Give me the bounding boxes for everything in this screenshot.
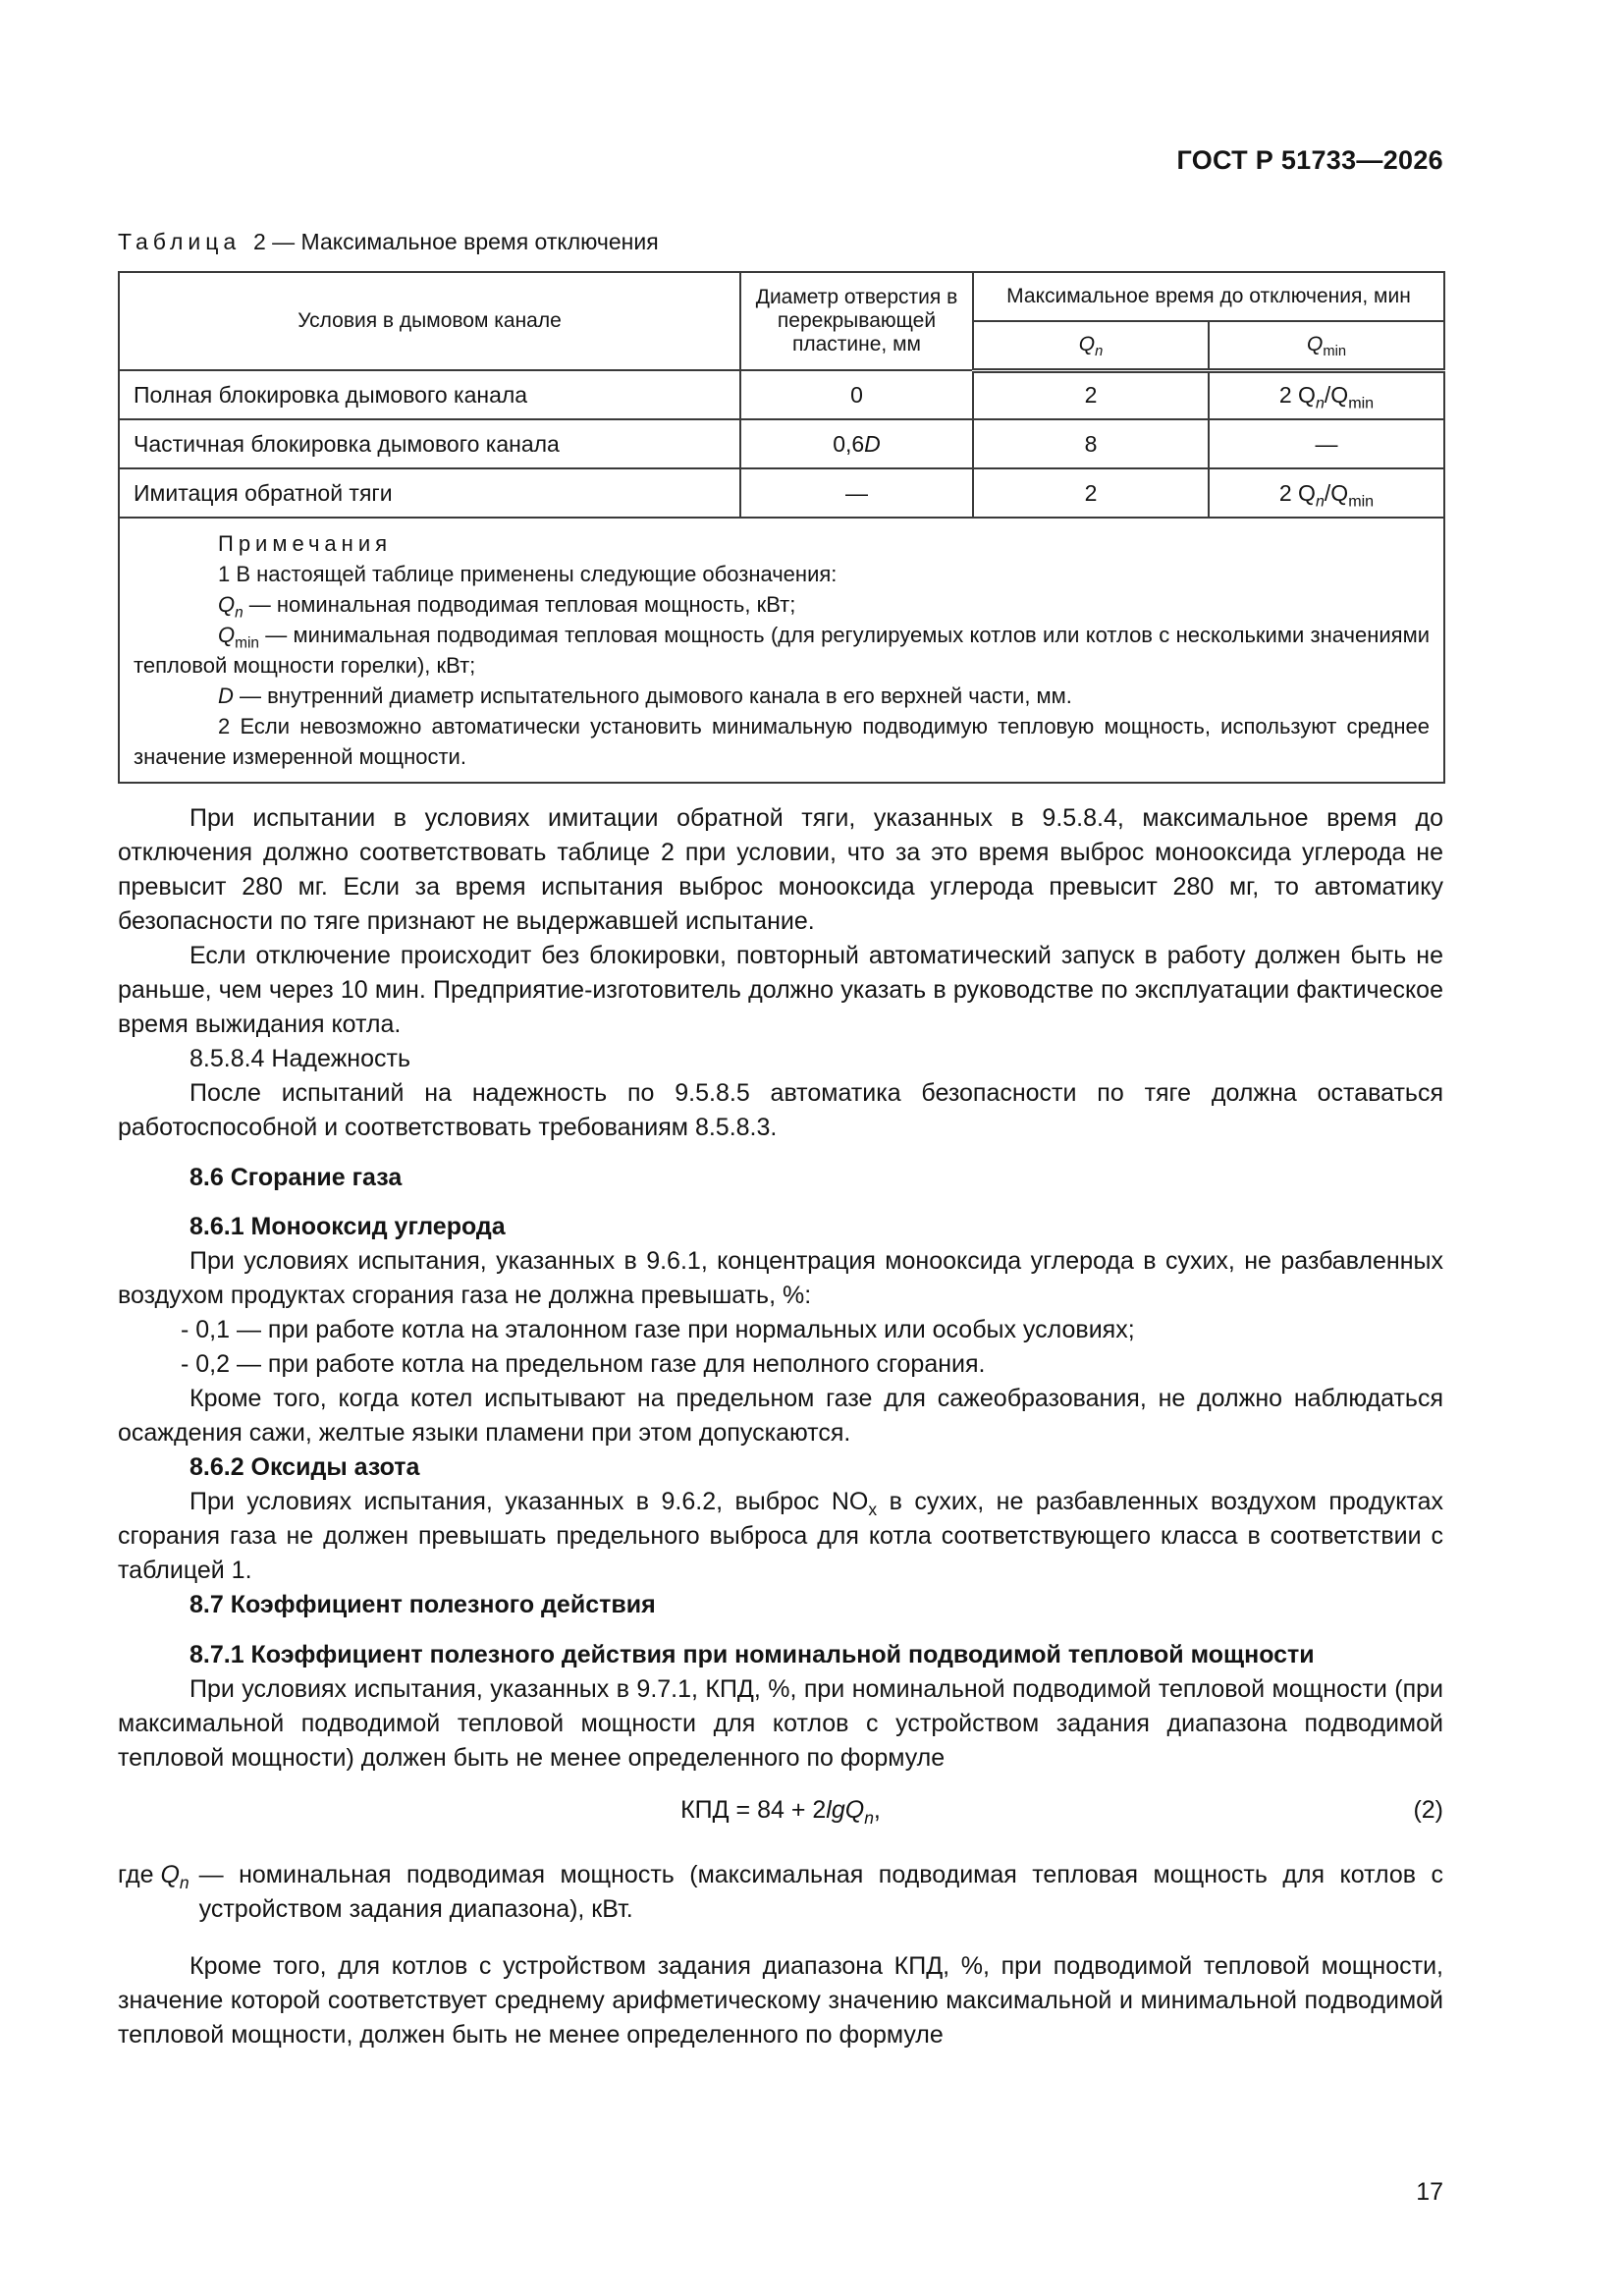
note-qmin-def: $Q_{min}$ — минимальная подводимая тепловая мощность (для регулируемых котлов или котлов с несколькими значениями тепловой мощности горелки), кВт; — [134, 623, 1430, 678]
row-qmin: 2 $Q_n/Q_{min}$ — [1209, 468, 1444, 518]
note-qn-def: $Q_n$ — номинальная подводимая тепловая мощность, кВт; — [218, 592, 796, 622]
list-item: - 0,2 — при работе котла на предельном газе для неполного сгорания. — [181, 1350, 986, 1378]
paragraph: Если отключение происходит без блокировки, повторный автоматический запуск в работу должен быть не раньше, чем через 10 мин. Предприятие-изготовитель должно указать в руководстве по эксплуатации фактическое время выжидания котла. — [118, 942, 1443, 1038]
row-qn: 2 — [973, 468, 1209, 518]
table-caption-title: 2 — Максимальное время отключения — [252, 229, 659, 254]
body-text-block-5 — [118, 1638, 1443, 1776]
paragraph: При условиях испытания, указанных в 9.6.2, выброс $NO_x$ в сухих, не разбавленных воздухом продуктах сгорания газа не должен превышать предельного выброса для котла соответствующего класса в соответствии с таблицей 1. — [118, 1488, 1444, 1584]
header-qmin: $Q_{min}$ — [1209, 321, 1444, 370]
note-d-def: D — внутренний диаметр испытательного дымового канала в его верхней части, мм. — [218, 683, 1072, 708]
formula-number: (2) — [1413, 1796, 1443, 1824]
list-item: - 0,1 — при работе котла на эталонном газе при нормальных или особых условиях; — [181, 1316, 1135, 1343]
row-qmin: — — [1209, 419, 1444, 468]
subsection-heading-8-6-2: 8.6.2 Оксиды азота — [189, 1453, 420, 1481]
where-definition: — номинальная подводимая мощность (максимальная подводимая тепловая мощность для котлов с устройством задания диапазона), кВт. — [198, 1861, 1443, 1923]
header-conditions: Условия в дымовом канале — [119, 272, 740, 370]
formula-where — [118, 1858, 1443, 1927]
table-row — [119, 419, 1444, 468]
notes-title: Примечания — [218, 531, 393, 556]
paragraph: При условиях испытания, указанных в 9.7.1, КПД, %, при номинальной подводимой тепловой мощности (при максимальной подводимой тепловой мощности для котлов с устройством задания диапазона подводимой тепловой мощности) должен быть не менее определенного по формуле — [118, 1675, 1443, 1772]
section-heading-8-6: 8.6 Сгорание газа — [189, 1164, 403, 1191]
body-text-block-1 — [118, 801, 1443, 1145]
paragraph: После испытаний на надежность по 9.5.8.5 автоматика безопасности по тяге должна оставаться работоспособной и соответствовать требованиям 8.5.8.3. — [118, 1079, 1443, 1141]
body-text-block-6 — [118, 1949, 1443, 2052]
header-qn: $Q_n$ — [973, 321, 1209, 370]
table-notes — [119, 518, 1444, 783]
page-number: 17 — [1416, 2178, 1443, 2206]
row-diameter: 0 — [740, 370, 973, 419]
header-max-time: Максимальное время до отключения, мин — [973, 272, 1444, 321]
shutdown-time-table — [118, 271, 1445, 784]
where-term: где $Q_n$ — [118, 1861, 189, 1893]
table-row — [119, 370, 1444, 419]
note-1: 1 В настоящей таблице применены следующие обозначения: — [218, 562, 838, 586]
formula-block — [118, 1793, 1443, 1828]
document-header: ГОСТ Р 51733—2026 — [1176, 145, 1443, 175]
row-diameter: 0,6D — [740, 419, 973, 468]
paragraph: При испытании в условиях имитации обратной тяги, указанных в 9.5.8.4, максимальное время до отключения должно соответствовать таблице 2 при условии, что за это время выброс монооксида углерода не превысит 280 мг. Если за время испытания выброс монооксида углерода превысит 280 мг, то автоматику безопасности по тяге признают не выдержавшей испытание. — [118, 804, 1443, 935]
body-text-block-4 — [118, 1588, 1443, 1622]
subsection-heading-8-6-1: 8.6.1 Монооксид углерода — [189, 1213, 506, 1240]
row-qn: 8 — [973, 419, 1209, 468]
paragraph: При условиях испытания, указанных в 9.6.1, концентрация монооксида углерода в сухих, не разбавленных воздухом продуктах сгорания газа не должна превышать, %: — [118, 1247, 1443, 1309]
row-qn: 2 — [973, 370, 1209, 419]
body-text-block-3 — [118, 1210, 1443, 1588]
section-heading-8-7: 8.7 Коэффициент полезного действия — [189, 1591, 656, 1618]
row-condition: Полная блокировка дымового канала — [119, 370, 740, 419]
paragraph: Кроме того, когда котел испытывают на предельном газе для сажеобразования, не должно наблюдаться осаждения сажи, желтые языки пламени при этом допускаются. — [118, 1385, 1443, 1447]
row-diameter: — — [740, 468, 973, 518]
row-condition: Частичная блокировка дымового канала — [119, 419, 740, 468]
row-qmin: 2 $Q_n/Q_{min}$ — [1209, 370, 1444, 419]
header-diameter: Диаметр отверстия в перекрывающей пластине, мм — [740, 272, 973, 370]
body-text-block-2 — [118, 1161, 1443, 1195]
paragraph: Кроме того, для котлов с устройством задания диапазона КПД, %, при подводимой тепловой мощности, значение которой соответствует среднему арифметическому значению максимальной и минимальной подводимой тепловой мощности, должен быть не менее определенного по формуле — [118, 1952, 1443, 2049]
note-2: 2 Если невозможно автоматически установить минимальную подводимую тепловую мощность, используют среднее значение измеренной мощности. — [134, 714, 1430, 769]
table-caption — [118, 229, 659, 255]
row-condition: Имитация обратной тяги — [119, 468, 740, 518]
subsection-heading-8-5-8-4: 8.5.8.4 Надежность — [189, 1045, 410, 1072]
subsection-heading-8-7-1: 8.7.1 Коэффициент полезного действия при номинальной подводимой тепловой мощности — [189, 1641, 1315, 1668]
table-row — [119, 468, 1444, 518]
table-caption-word: Таблица — [118, 229, 242, 254]
formula-where-block — [118, 1858, 1443, 1927]
formula-2: КПД = 84 + 2lgQ$_n$, (2) — [118, 1793, 1443, 1828]
